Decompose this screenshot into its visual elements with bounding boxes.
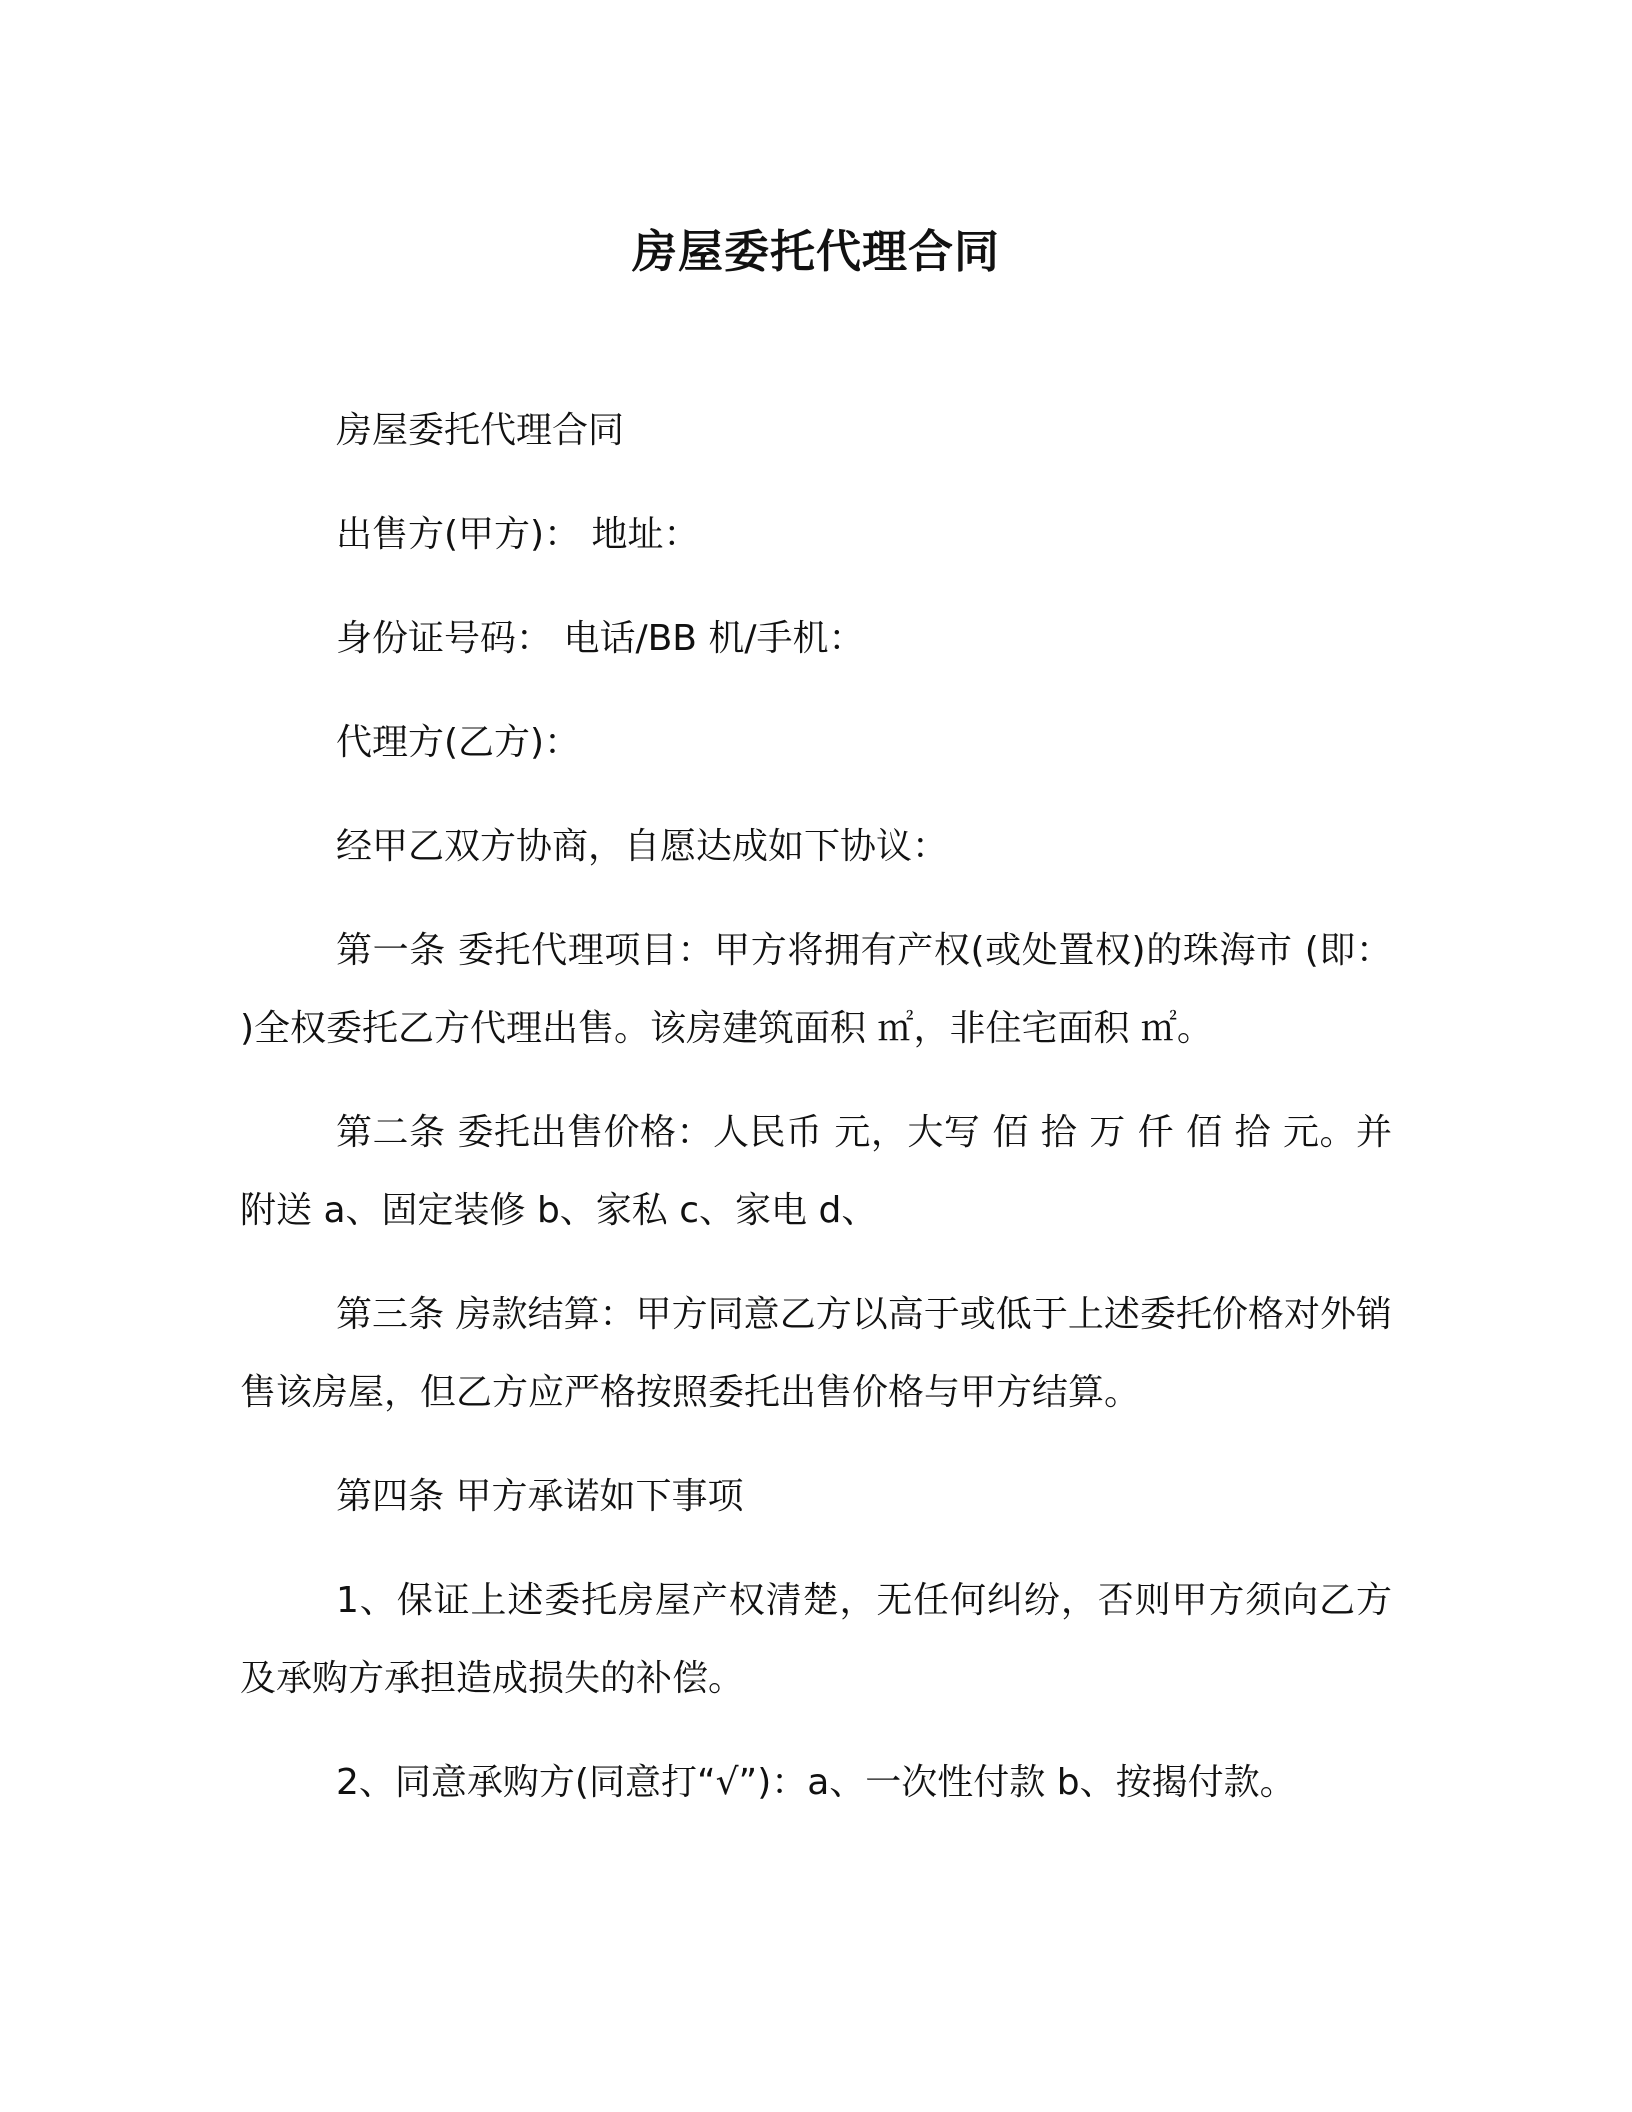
- paragraph-agent: 代理方(乙方)：: [336, 722, 581, 763]
- paragraph-agreement: 经甲乙双方协商，自愿达成如下协议：: [336, 826, 949, 867]
- paragraph-article-1: 第一条 委托代理项目：甲方将拥有产权(或处置权)的珠海市 (即： )全权委托乙方代理出售。该房建筑面积 ㎡，非住宅面积 ㎡。: [240, 930, 1392, 1049]
- paragraph-article-3: 第三条 房款结算：甲方同意乙方以高于或低于上述委托价格对外销售该房屋，但乙方应严格按照委托出售价格与甲方结算。: [240, 1294, 1392, 1413]
- paragraph-id-phone: 身份证号码： 电话/BB 机/手机：: [336, 618, 865, 659]
- paragraph-heading: 房屋委托代理合同: [336, 410, 625, 451]
- paragraph-seller: 出售方(甲方)： 地址：: [336, 514, 700, 555]
- document-body: [240, 392, 1392, 1848]
- paragraph-article-4: 第四条 甲方承诺如下事项: [336, 1476, 744, 1517]
- paragraph-article-2: 第二条 委托出售价格：人民币 元，大写 佰 拾 万 仟 佰 拾 元。并附送 a、固定装修 b、家私 c、家电 d、: [240, 1112, 1392, 1231]
- paragraph-item-2: 2、同意承购方(同意打“√”)：a、一次性付款 b、按揭付款。: [336, 1762, 1296, 1803]
- paragraph-item-1: 1、保证上述委托房屋产权清楚，无任何纠纷，否则甲方须向乙方及承购方承担造成损失的补偿。: [240, 1580, 1392, 1699]
- document-title: 房屋委托代理合同: [631, 225, 1000, 278]
